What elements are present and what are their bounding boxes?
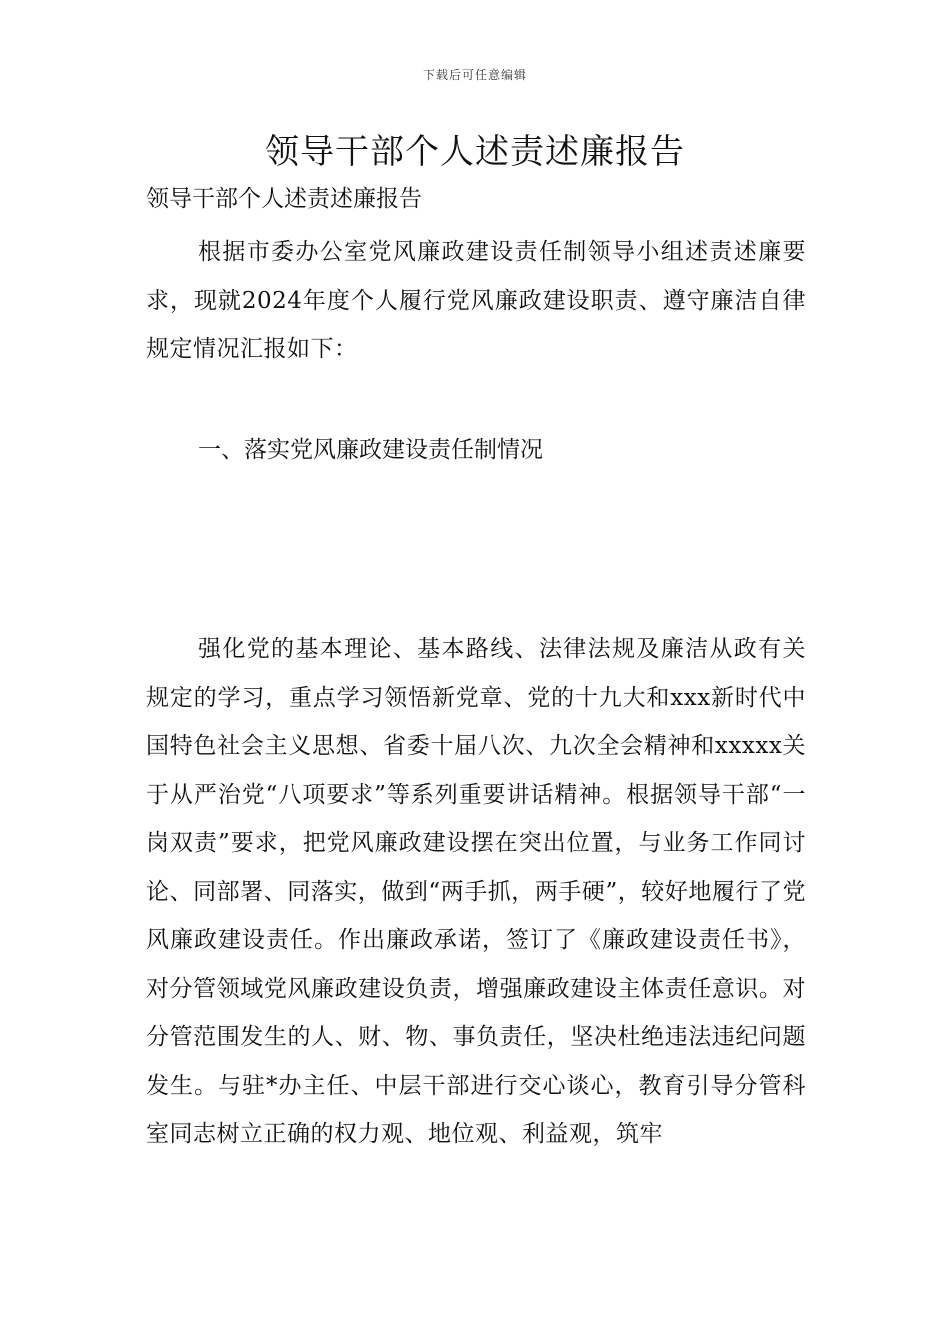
document-title: 领导干部个人述责述廉报告 [265,132,685,172]
section-heading: 一、落实党风廉政建设责任制情况 [198,437,543,463]
editable-note: 下载后可任意编辑 [422,68,527,82]
intro-paragraph: 根据市委办公室党风廉政建设责任制领导小组述责述廉要求，现就2024年度个人履行党风廉政建设职责、遵守廉洁自律规定情况汇报如下： [146,239,806,362]
document-subtitle: 领导干部个人述责述廉报告 [146,186,422,212]
body-paragraph: 强化党的基本理论、基本路线、法律法规及廉洁从政有关规定的学习，重点学习领悟新党章、党的十九大和xxx新时代中国特色社会主义思想、省委十届八次、九次全会精神和xxxxx关于从严治党“八项要求”等系列重要讲话精神。根据领导干部“一岗双责”要求，把党风廉政建设摆在突出位置，与业务工作同讨论、同部署、同落实，做到“两手抓，两手硬”，较好地履行了党风廉政建设责任。作出廉政承诺，签订了《廉政建设责任书》，对分管领域党风廉政建设负责，增强廉政建设主体责任意识。对分管范围发生的人、财、物、事负责任，坚决杜绝违法违纪问题发生。与驻*办主任、中层干部进行交心谈心，教育引导分管科室同志树立正确的权力观、地位观、利益观，筑牢 [146,636,806,1147]
